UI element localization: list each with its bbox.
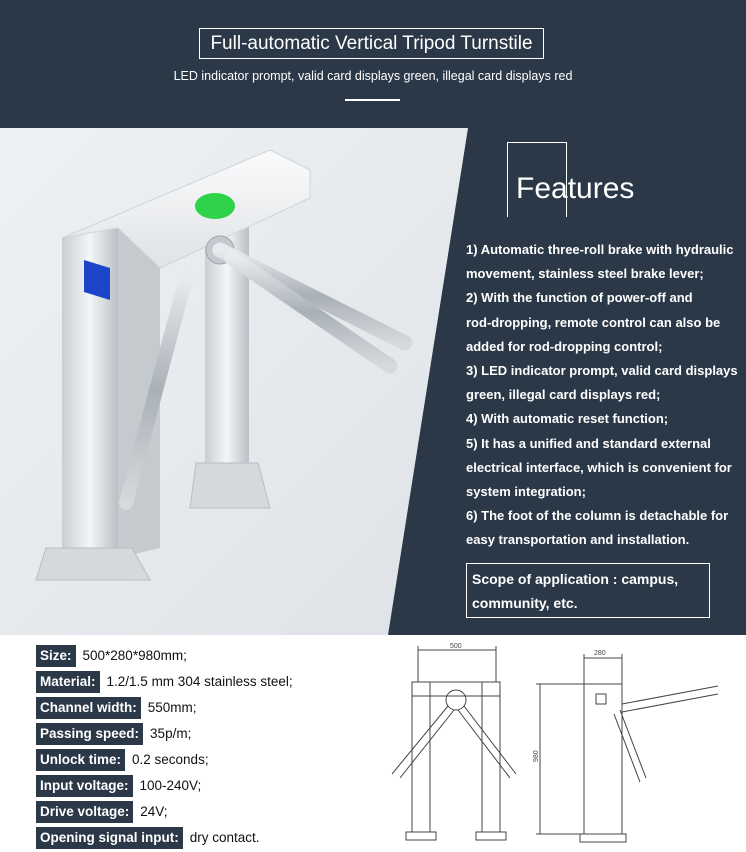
spec-value: 35p/m; — [150, 726, 192, 741]
subtitle-underline — [345, 99, 400, 101]
spec-value: 550mm; — [147, 700, 197, 715]
side-view-post — [584, 684, 622, 834]
spec-row-passing-speed — [36, 723, 191, 745]
spec-label: Passing speed: — [36, 723, 143, 745]
feature-line: system integration; — [466, 484, 586, 500]
spec-row-drive-voltage — [36, 801, 168, 823]
feature-line: 1) Automatic three-roll brake with hydraulic — [466, 242, 734, 257]
scope-of-application — [466, 563, 710, 618]
feature-line: green, illegal card displays red; — [466, 387, 661, 403]
spec-value: 0.2 seconds; — [132, 752, 209, 767]
depth-dimension-label: 280 — [594, 650, 606, 657]
spec-value: dry contact. — [189, 830, 260, 845]
front-view-left-post — [412, 682, 430, 832]
front-foot — [36, 548, 150, 580]
spec-row-input-voltage — [36, 775, 201, 797]
spec-label: Channel width: — [36, 697, 141, 719]
feature-line: electrical interface, which is convenient for — [466, 459, 732, 475]
led-indicator — [195, 193, 235, 219]
front-view-hub — [446, 690, 466, 710]
feature-line: 3) LED indicator prompt, valid card displays — [466, 363, 738, 379]
spec-label: Size: — [36, 645, 76, 667]
spec-label: Material: — [36, 671, 100, 693]
scope-line-1: Scope of application : campus, — [472, 571, 679, 587]
front-view-top-bar — [412, 682, 500, 696]
feature-line: movement, stainless steel brake lever; — [466, 266, 704, 282]
features-list — [466, 238, 744, 553]
spec-row-channel-width — [36, 697, 197, 719]
feature-line: added for rod-dropping control; — [466, 338, 663, 354]
spec-value: 500*280*980mm; — [82, 648, 187, 663]
height-dimension-label: 980 — [533, 750, 540, 762]
width-dimension-label: 500 — [450, 643, 462, 650]
scope-line-2: community, etc. — [472, 595, 578, 611]
front-view-right-post — [482, 682, 500, 832]
turnstile-photo — [0, 128, 470, 635]
features-heading: Features — [516, 172, 635, 205]
spec-label: Opening signal input: — [36, 827, 183, 849]
spec-row-material — [36, 671, 293, 693]
arm-2 — [232, 258, 390, 366]
spec-label: Input voltage: — [36, 775, 133, 797]
header-banner — [0, 0, 746, 128]
feature-line: easy transportation and installation. — [466, 532, 690, 548]
technical-drawing — [384, 642, 734, 848]
page-subtitle: LED indicator prompt, valid card displays green, illegal card displays red — [173, 69, 573, 83]
feature-line: 6) The foot of the column is detachable for — [466, 508, 729, 524]
spec-label: Drive voltage: — [36, 801, 133, 823]
spec-row-opening-signal — [36, 827, 260, 849]
spec-row-unlock-time — [36, 749, 209, 771]
spec-value: 24V; — [140, 804, 168, 819]
spec-row-size — [36, 645, 187, 667]
feature-line: 5) It has a unified and standard external — [466, 435, 711, 451]
feature-section — [0, 128, 746, 635]
feature-line: rod-dropping, remote control can also be — [466, 314, 721, 330]
spec-label: Unlock time: — [36, 749, 125, 771]
spec-value: 100-240V; — [139, 778, 202, 793]
page-title: Full-automatic Vertical Tripod Turnstile — [199, 28, 544, 59]
spec-value: 1.2/1.5 mm 304 stainless steel; — [106, 674, 293, 689]
back-foot — [190, 463, 270, 508]
feature-line: 4) With automatic reset function; — [466, 411, 669, 427]
feature-line: 2) With the function of power-off and — [466, 290, 693, 306]
